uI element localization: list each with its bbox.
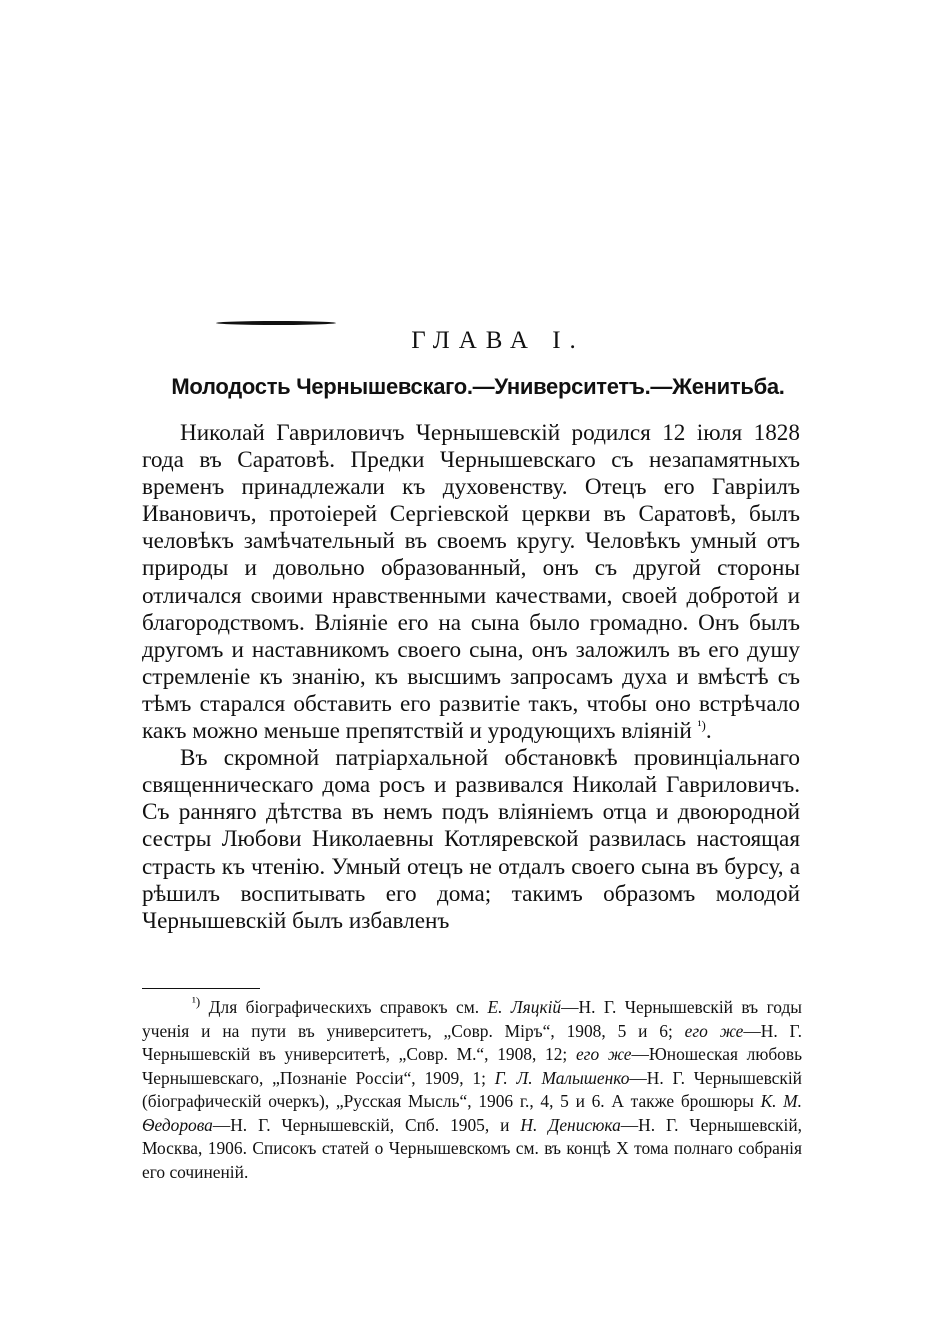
footnote-mark: ¹)	[192, 994, 201, 1010]
paragraph	[142, 420, 800, 745]
footnote-text-run: —Н. Г. Чернышевскій въ годы ученія и на пути въ университетъ, „Совр. Міръ“, 1908, 5 и 6;	[142, 997, 802, 1041]
footnote-author-name: его же	[575, 1044, 632, 1064]
footnote-author-name: Е. Ляцкій	[487, 997, 562, 1017]
footnote-text-run: —Н. Г. Чернышевскій, Спб. 1905, и	[212, 1114, 521, 1135]
footnote-author-name: Н. Денисюка	[520, 1114, 621, 1135]
chapter-subtitle: Молодость Чернышевскаго.—Университетъ.—Женитьба.	[171, 374, 785, 399]
footnote	[142, 996, 802, 1184]
footnote-separator	[142, 988, 260, 989]
footnote-text-run: —Н. Г. Чернышевскій (біографическій очеркъ), „Русская Мысль“, 1906 г., 4, 5 и 6. А также брошюры	[142, 1067, 802, 1111]
footnote-author-name: К. М. Ѳедорова	[142, 1091, 803, 1135]
footnote-author-name: Г. Л. Малышенко	[494, 1067, 630, 1088]
paragraph-text: Въ скромной патріархальной обстановкѣ провинціальнаго священническаго дома росъ и развивался Николай Гавриловичъ. Съ ранняго дѣтства въ немъ подъ вліяніемъ отца и двоюродной сестры Любови Николаевны Котляревской развилась настоящая страсть къ чтенію. Умный отецъ не отдалъ своего сына въ бурсу, а рѣшилъ воспитывать его дома; такимъ образомъ молодой Чернышевскій былъ избавленъ	[142, 745, 800, 934]
footnote-body	[142, 997, 802, 1182]
footnote-text-run: —Юношеская любовь Чернышевскаго, „Познаніе Россіи“, 1909, 1;	[142, 1044, 803, 1088]
chapter-ornament-rule	[216, 321, 336, 325]
footnote-text-run: —Н. Г. Чернышевскій, Москва, 1906. Списокъ статей о Чернышевскомъ см. въ концѣ X тома полнаго собранія его сочиненій.	[142, 1114, 802, 1182]
paragraph-text: Николай Гавриловичъ Чернышевскій родился 12 іюля 1828 года въ Саратовѣ. Предки Чернышевскаго съ незапамятныхъ временъ принадлежали къ духовенству. Отецъ его Гавріилъ Ивановичъ, протоіерей Сергіевской церкви въ Саратовѣ, былъ человѣкъ замѣчательный въ своемъ кругу. Человѣкъ умный отъ природы и довольно образованный, онъ съ другой стороны отличался своими нравственными качествами, своей добротой и благородствомъ. Вліяніе его на сына было громадно. Онъ былъ другомъ и наставникомъ своего сына, онъ заложилъ въ его душу стремленіе къ знанію, къ высшимъ запросамъ духа и вмѣстѣ съ тѣмъ старался обставить его развитіе такъ, чтобы оно встрѣчало какъ можно меньше препятствій и уродующихъ вліяній	[142, 420, 800, 745]
footnote-author-name: его же	[684, 1020, 744, 1041]
chapter-heading: ГЛАВА I.	[411, 327, 585, 354]
footnote-text-run: Для біографическихъ справокъ см.	[200, 997, 488, 1017]
body-text	[142, 420, 800, 935]
paragraph-tail: .	[705, 718, 712, 745]
footnote-paragraph	[142, 996, 802, 1184]
paragraph	[142, 745, 800, 935]
footnote-reference: ¹)	[697, 717, 706, 733]
footnote-text-run: —Н. Г. Чернышевскій въ университетѣ, „Совр. М.“, 1908, 12;	[142, 1020, 802, 1064]
